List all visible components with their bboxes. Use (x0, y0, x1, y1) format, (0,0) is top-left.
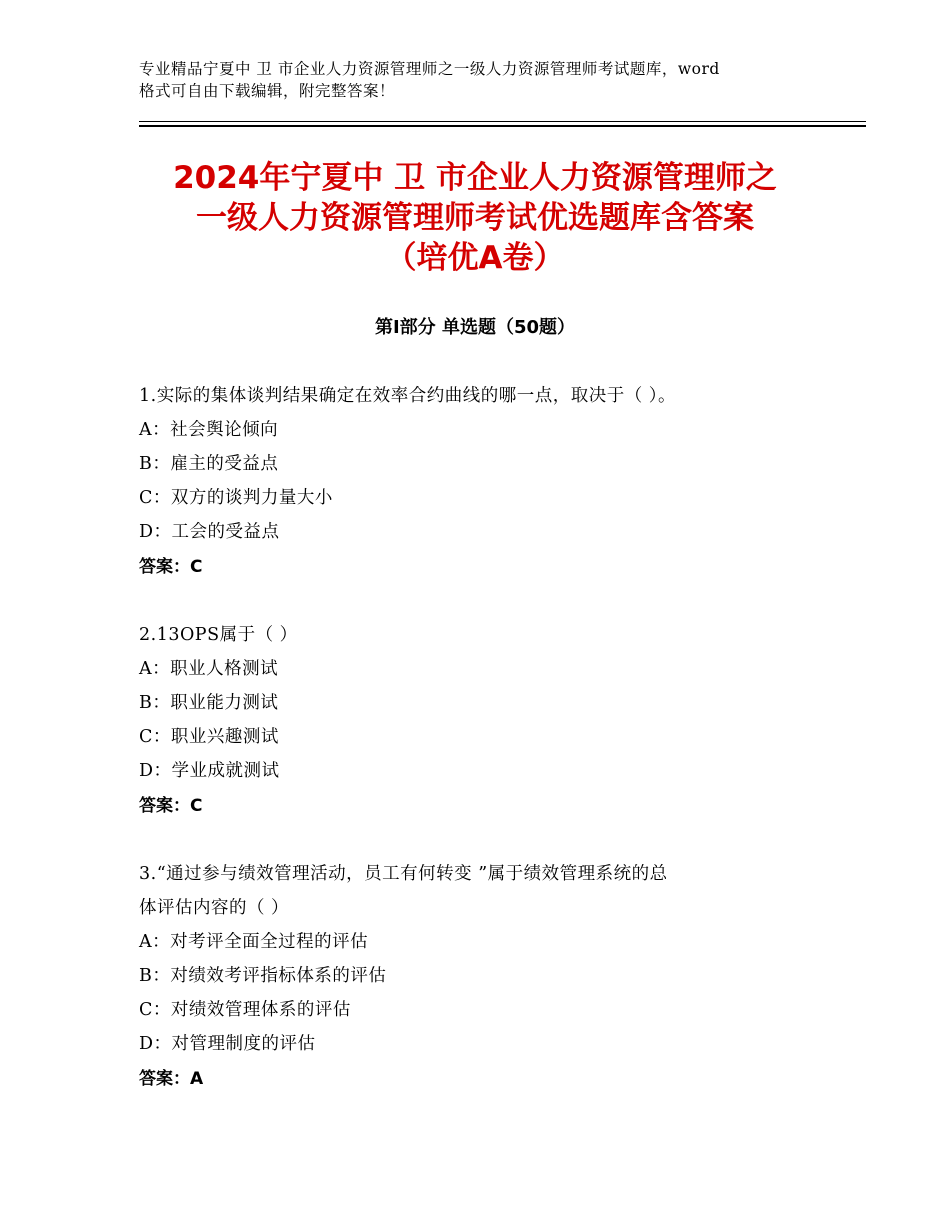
option-a: A：职业人格测试 (139, 659, 279, 679)
title-line-2: 一级人力资源管理师考试优选题库含答案 (196, 200, 754, 236)
option-a: A：社会舆论倾向 (139, 420, 279, 440)
question-1 (139, 379, 819, 585)
answer: 答案：C (139, 557, 203, 577)
title-line-1: 2024年宁夏中 卫 市企业人力资源管理师之 (173, 160, 777, 196)
question-stem: 2.13OPS属于（ ） (139, 625, 298, 645)
answer: 答案：C (139, 796, 203, 816)
question-stem-line-2: 体评估内容的（ ） (139, 898, 290, 918)
section-heading: 第Ⅰ部分 单选题（50题） (374, 317, 575, 338)
option-b: B：对绩效考评指标体系的评估 (139, 966, 387, 986)
document-title (60, 158, 890, 278)
question-2 (139, 618, 819, 824)
page-header-note (139, 58, 829, 102)
header-note-line-1: 专业精品宁夏中 卫 市企业人力资源管理师之一级人力资源管理师考试题库，word (139, 60, 720, 78)
answer: 答案：A (139, 1069, 204, 1089)
title-line-3: （培优A卷） (385, 240, 565, 276)
question-3 (139, 857, 819, 1097)
header-divider-thin (139, 121, 866, 122)
option-c: C：对绩效管理体系的评估 (139, 1000, 351, 1020)
question-stem-line-1: 3.“通过参与绩效管理活动，员工有何转变 ”属于绩效管理系统的总 (139, 864, 668, 884)
option-d: D：学业成就测试 (139, 761, 280, 781)
option-d: D：对管理制度的评估 (139, 1034, 316, 1054)
header-divider-thick (139, 125, 866, 127)
question-stem: 1.实际的集体谈判结果确定在效率合约曲线的哪一点，取决于（ ）。 (139, 386, 677, 406)
option-a: A：对考评全面全过程的评估 (139, 932, 369, 952)
option-d: D：工会的受益点 (139, 522, 280, 542)
option-c: C：职业兴趣测试 (139, 727, 279, 747)
header-note-line-2: 格式可自由下载编辑，附完整答案！ (139, 82, 396, 100)
option-b: B：职业能力测试 (139, 693, 279, 713)
option-b: B：雇主的受益点 (139, 454, 279, 474)
option-c: C：双方的谈判力量大小 (139, 488, 333, 508)
